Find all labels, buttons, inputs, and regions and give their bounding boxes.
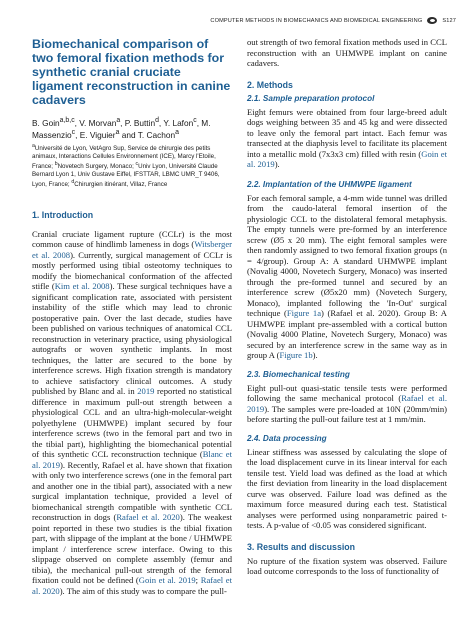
left-column	[32, 37, 232, 596]
methods-heading: 2. Methods	[247, 79, 293, 90]
introduction-heading: 1. Introduction	[32, 209, 94, 220]
section-2-1-body: Eight femurs were obtained from four large-breed adult dogs weighing between 35 and 45 kg and were dissected to leave only the femoral part intact. Each femur was transected at the diaphysis level to facilitate its placement into a metallic mold (7x3x3 cm) filled with resin (Goin et al. 2019).	[247, 106, 447, 169]
section-2-2-body: For each femoral sample, a 4-mm wide tunnel was drilled from the caudo-lateral femoral insertion of the physiologic CCL to the distolateral femoral metaphysis. The empty tunnels were pre-formed by an interference screw (Ø5 x 20 mm). The eight femoral samples were then randomly assigned to two femoral fixation groups (n = 4/group). Group A: A standard UHMWPE implant (Novalig 4000, Novetech Surgery, Monaco) was inserted through the pre-formed tunnel and secured by an interference screw (Ø5x20 mm) (Novetech Surgery, Monaco), implanted following the 'In-Out' surgical technique (Figure 1a) (Rafael et al. 2020). Group B: A UHMWPE implant pre-assembled with a cortical button (Novalig 4000 Platine, Novetech Surgery, Monaco) was secured by an interference screw in the same way as in group A (Figure 1b).	[247, 192, 447, 360]
journal-name: COMPUTER METHODS IN BIOMECHANICS AND BIOMEDICAL ENGINEERING	[210, 17, 423, 24]
journal-logo-icon	[427, 17, 437, 24]
affiliations: $^a$Université de Lyon, VetAgro Sup, Service de chirurgie des petits animaux, Interactions Cellules Environnement (ICE), Marcy l'Etoile, France; $^b$Novetech Surgery, Monaco; $^c$Univ Lyon, Université Claude Bernard Lyon 1, Univ Gustave Eiffel, IFSTTAR, LBMC UMR_T 9406, Lyon, France; $^d$Chirurgien itinérant, Villaz, France	[32, 142, 220, 188]
section-2-4-body: Linear stiffness was assessed by calculating the slope of the load displacement curve in its linear interval for each tensile test. Yield load was defined as the load at which the first deviation from linearity in the load displacement curve was observed. Failure load was defined as the maximum force measured during each test. Statistical analyses were performed using nonparametric paired t-tests. A p-value of <0.05 was considered significant.	[247, 446, 447, 530]
results-heading: 3. Results and discussion	[247, 541, 356, 552]
section-2-3-heading: 2.3. Biomechanical testing	[247, 369, 350, 379]
section-2-2-heading: 2.2. Implantation of the UHMWPE ligament	[247, 179, 412, 189]
results-body: No rupture of the fixation system was observed. Failure load outcome corresponds to the loss of functionality of	[247, 555, 447, 576]
page-number: S127	[442, 17, 456, 24]
author-list: B. Goin$^{a,b,c}$, V. Morvan$^a$, P. Buttin$^d$, Y. Lafon$^c$, M. Massenzio$^c$, E. Viguier$^a$ and T. Cachon$^a$	[32, 117, 211, 140]
paper-title: Biomechanical comparison of two femoral fixation methods for synthetic cranial cruciate ligament reconstruction in canine cadavers	[32, 37, 231, 107]
introduction-body: Cranial cruciate ligament rupture (CCLr) is the most common cause of hindlimb lameness in dogs (Witsberger et al. 2008). Currently, surgical management of CCLr is mostly performed using tibial osteotomy techniques to modify the biomechanical conformation of the affected stifle (Kim et al. 2008). These surgical techniques have a significant complication rate, associated with persistent instability of the stifle which may lead to chronic postoperative pain. Over the last decade, studies have been published on various techniques of anatomical CCL reconstruction in veterinary practice, using physiological autografts or woven synthetic implants. In most techniques, the latter are secured to the bone by interference screws. High fixation strength is mandatory to achieve satisfactory clinical outcomes. A study published by Blanc and al. in 2019 reported no statistical difference in maximum pull-out strength between a physiological CCL and an ultra-high-molecular-weight polyethylene (UHMWPE) implant secured by four interference screws (two in the femoral part and two in the tibial part), highlighting the biomechanical potential of this synthetic CCL reconstruction technique (Blanc et al. 2019). Recently, Rafael et al. have shown that fixation with only two interference screws (one in the femoral part and another one in the tibial part), associated with a new surgical implantation technique, provided a level of biomechanical strength compatible with synthetic CCL reconstruction in dogs (Rafael et al. 2020). The weakest point reported in these two studies is the tibial fixation part, with slippage of the implant at the bone / UHMWPE implant / interference screw interface. Owing to this slippage observed on complete assembly (femur and tibia), the mechanical pull-out strength of the femoral fixation could not be defined (Goin et al. 2019; Rafael et al. 2020). The aim of this study was to compare the pull-	[32, 228, 233, 596]
section-2-3-body: Eight pull-out quasi-static tensile tests were performed following the same mechanical protocol (Rafael et al. 2019). The samples were pre-loaded at 10N (20mm/min) before starting the pull-out failure test at 1 mm/min.	[247, 382, 447, 424]
introduction-continued: out strength of two femoral fixation methods used in CCL reconstruction with an UHMWPE implant on canine cadavers.	[247, 37, 447, 68]
section-2-1-heading: 2.1. Sample preparation protocol	[247, 93, 375, 103]
running-head	[210, 17, 456, 24]
right-column	[247, 37, 447, 577]
section-2-4-heading: 2.4. Data processing	[247, 433, 327, 443]
